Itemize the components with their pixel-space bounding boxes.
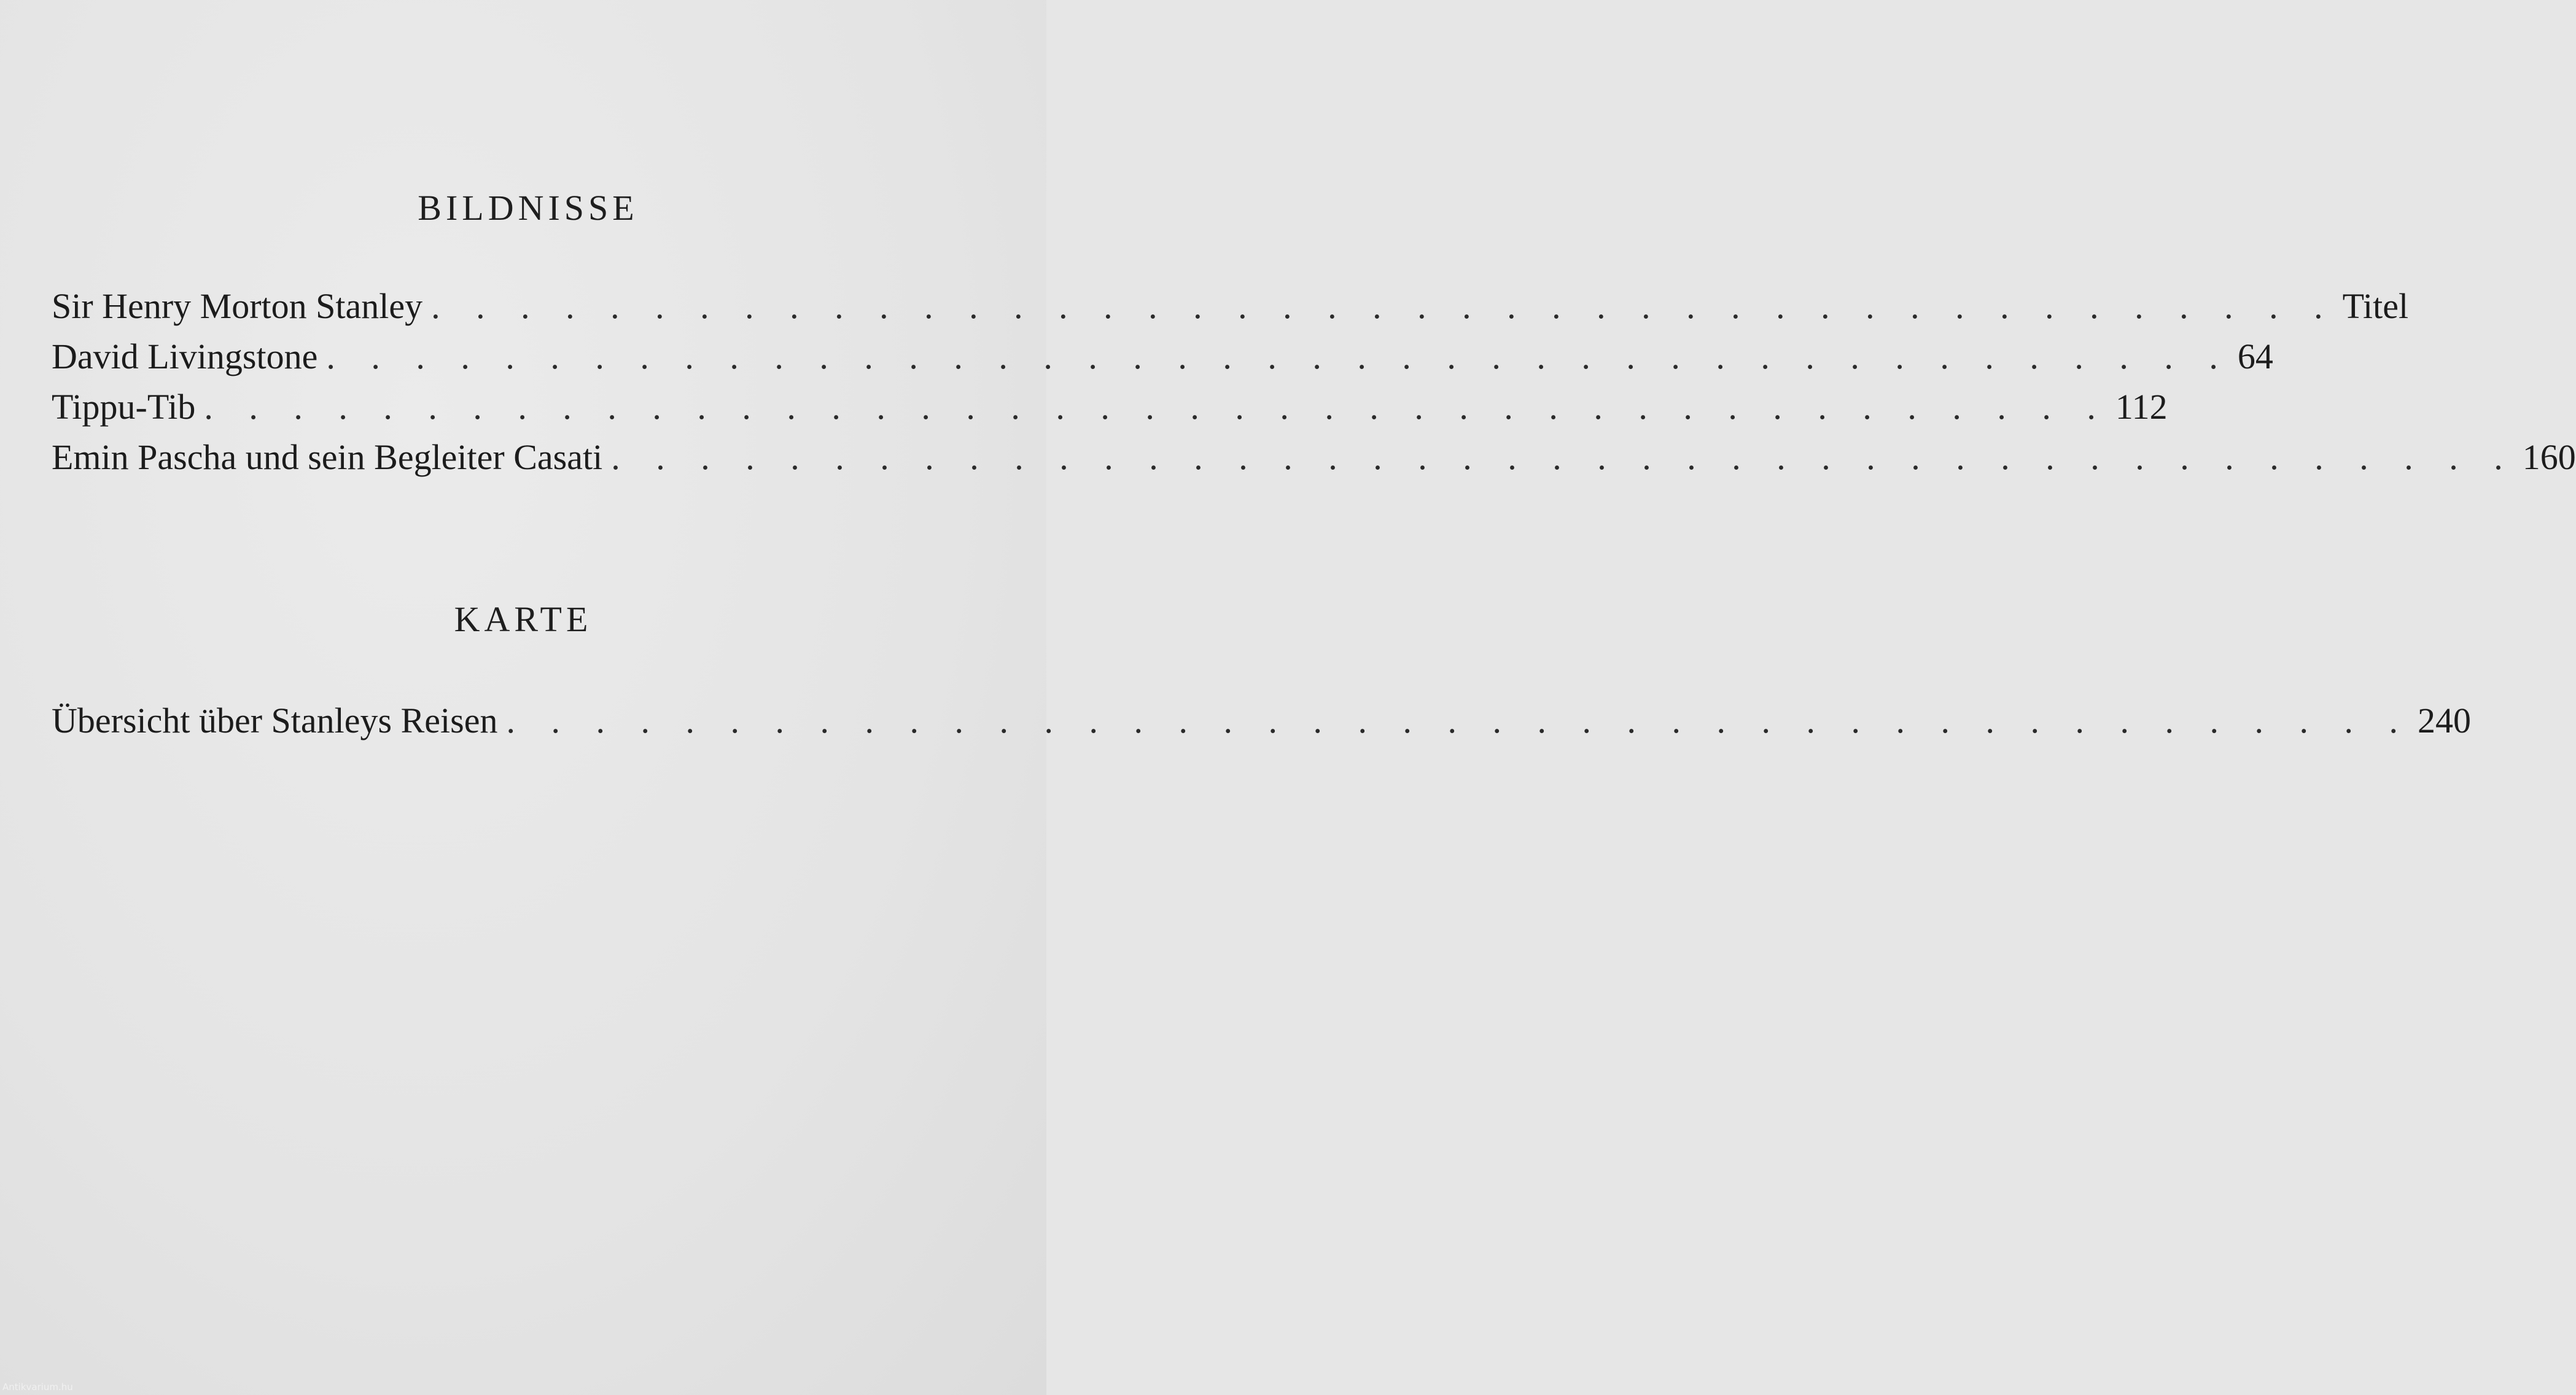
toc-entry-title: Übersicht über Stanleys Reisen: [52, 701, 498, 740]
toc-list-karte: [52, 700, 2471, 750]
toc-entry-page: 112: [2115, 387, 2168, 427]
toc-entry: [52, 336, 2273, 386]
toc-entry-page: 160: [2522, 437, 2576, 477]
dot-leader: . . . . . . . . . . . . . . . . . . . . . . . . . . . . . . . . . . . . . . . . . . .: [506, 701, 2411, 740]
toc-list-bildnisse: [52, 286, 2576, 487]
toc-entry-title: Emin Pascha und sein Begleiter Casati: [52, 437, 603, 477]
toc-entry-title: Sir Henry Morton Stanley: [52, 286, 423, 326]
dot-leader: . . . . . . . . . . . . . . . . . . . . . . . . . . . . . . . . . . . . . . . . . . .: [431, 286, 2337, 326]
toc-entry: [52, 700, 2471, 750]
dot-leader: . . . . . . . . . . . . . . . . . . . . . . . . . . . . . . . . . . . . . . . . . . .: [204, 387, 2109, 427]
section-heading-bildnisse: BILDNISSE: [418, 188, 639, 228]
toc-entry: [52, 437, 2576, 487]
watermark: Antikvarium.hu: [2, 1381, 73, 1393]
toc-entry: [52, 286, 2409, 336]
toc-entry-title: David Livingstone: [52, 336, 318, 376]
dot-leader: . . . . . . . . . . . . . . . . . . . . . . . . . . . . . . . . . . . . . . . . . . .: [611, 437, 2516, 477]
toc-entry-page: 64: [2237, 336, 2273, 376]
toc-entry-page: 240: [2417, 701, 2471, 740]
dot-leader: . . . . . . . . . . . . . . . . . . . . . . . . . . . . . . . . . . . . . . . . . . .: [326, 336, 2232, 376]
toc-entry-title: Tippu-Tib: [52, 387, 196, 427]
toc-entry-page: Titel: [2342, 286, 2409, 326]
toc-entry: [52, 386, 2168, 437]
section-heading-karte: KARTE: [454, 599, 593, 639]
